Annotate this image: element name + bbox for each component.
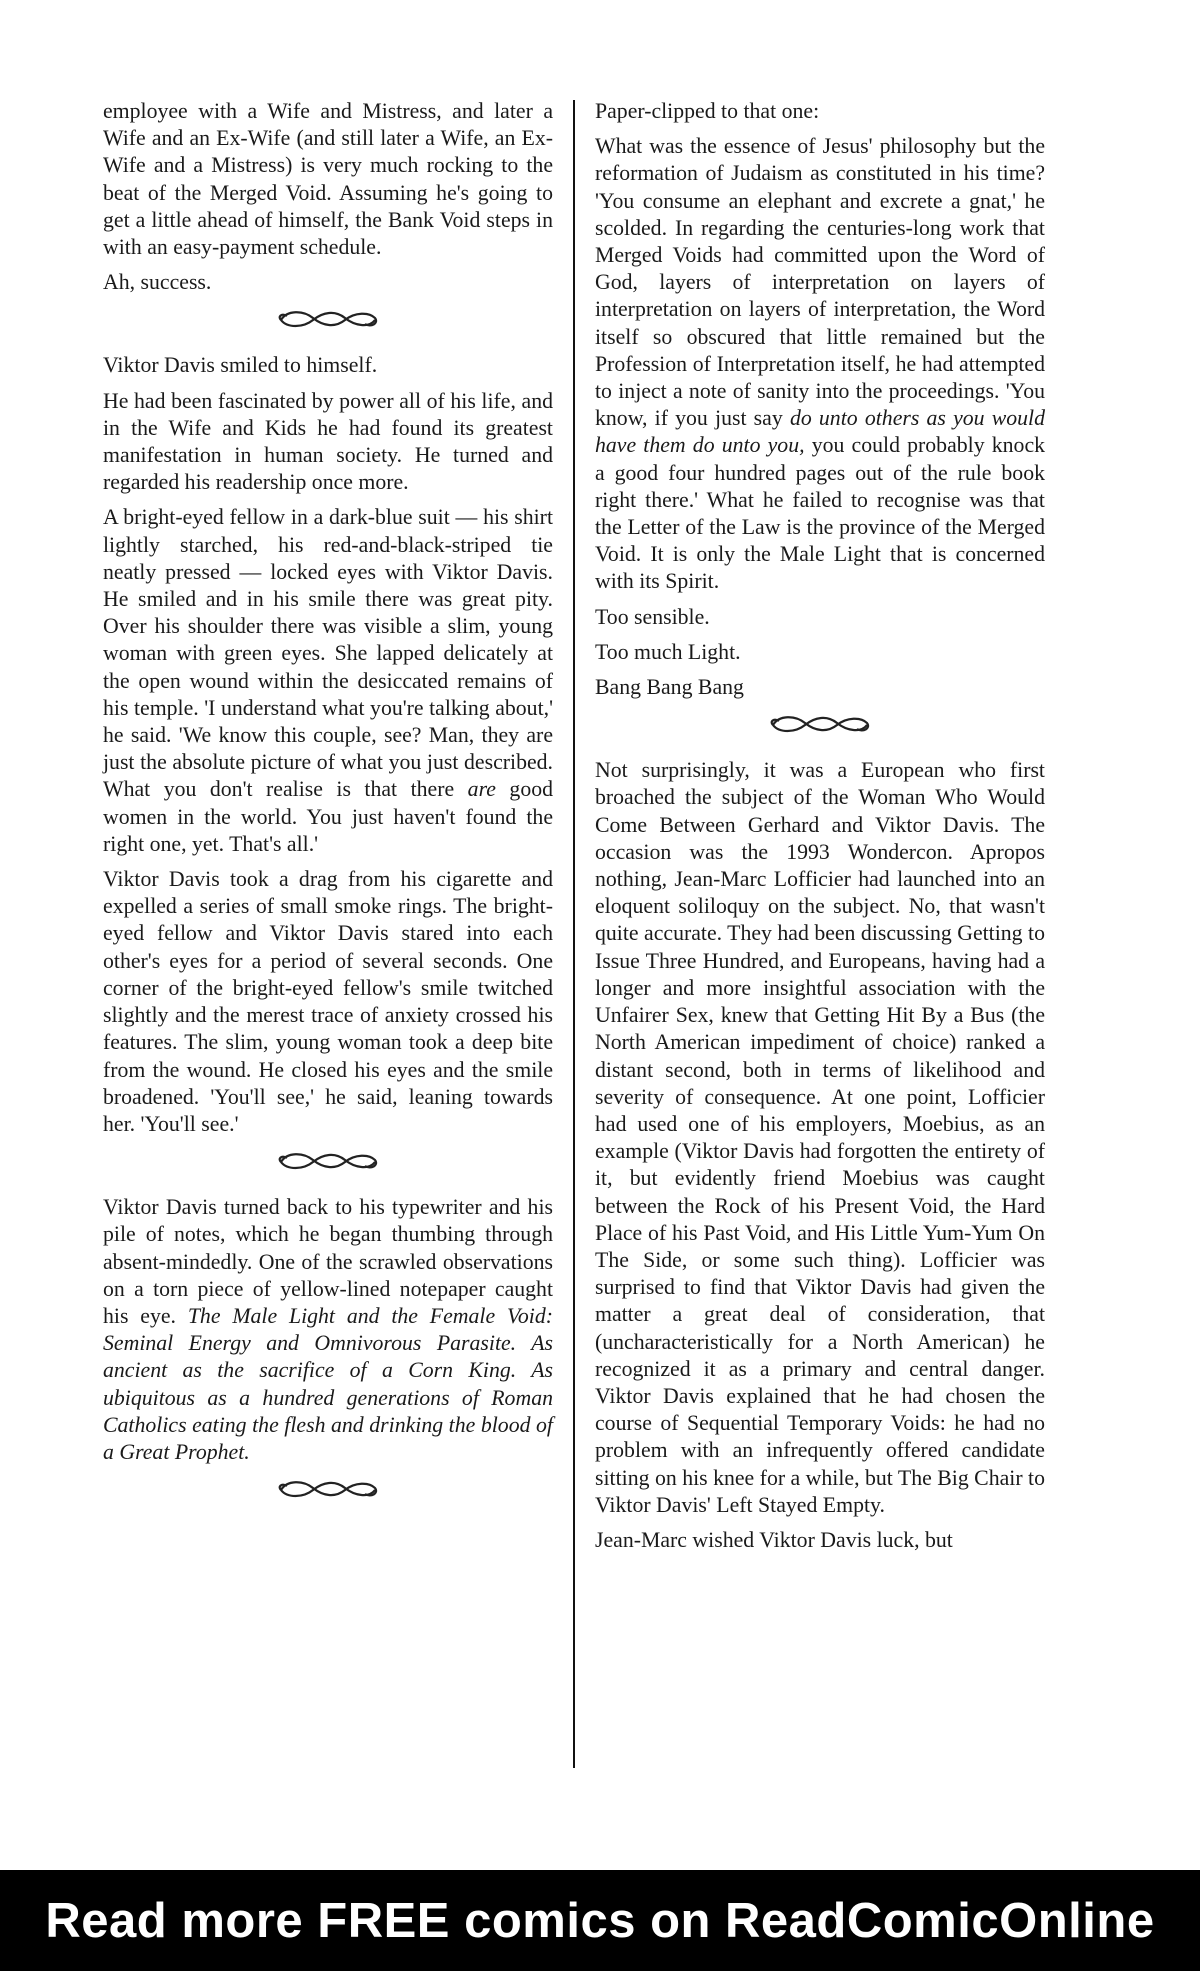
left-paragraph-5-emphasis: are [467,777,496,802]
left-paragraph-1: employee with a Wife and Mistress, and later a Wife and an Ex-Wife (and still later a Wife, an Ex-Wife and a Mistress) is very much rocking to the beat of the Merged Void. Assuming he's going to get a little ahead of himself, the Bank Void steps in with an easy-payment schedule. [103,99,553,260]
left-paragraph-4: He had been fascinated by power all of his life, and in the Wife and Kids he had found its greatest manifestation in human society. He turned and regarded his readership once more. [103,388,553,495]
right-column [595,98,1045,1562]
promo-banner[interactable] [0,1870,1200,1971]
right-paragraph-3: Too sensible. [595,604,710,629]
left-paragraph-5 [103,504,553,858]
left-paragraph-5-text-a: A bright-eyed fellow in a dark-blue suit — his shirt lightly starched, his red-and-black-striped tie neatly pressed — locked eyes with Viktor Davis. He smiled and in his smile there was great pity. Over his shoulder there was visible a slim, young woman with green eyes. She lapped delicately at the open wound within the desiccated remains of his temple. 'I understand what you're talking about,' he said. 'We know this couple, see? Man, they are just the absolute picture of what you just described. What you don't realise is that there [103,505,553,802]
right-paragraph-1: Paper-clipped to that one: [595,99,820,123]
left-paragraph-7-text: Viktor Davis turned back to his typewriter and his pile of notes, which he began thumbing through absent-mindedly. One of the scrawled observations on a torn piece of yellow-lined notepaper caught his eye. [103,1195,553,1328]
column-divider [573,100,575,1768]
right-paragraph-2-emphasis: do unto others as you would have them do unto you, [595,406,1046,458]
left-paragraph-3: Viktor Davis smiled to himself. [103,353,378,378]
scroll-ornament-icon [273,306,383,332]
left-paragraph-5-text-b: good women in the world. You just haven't found the right one, yet. That's all.' [103,777,554,856]
scroll-ornament-icon [273,1476,383,1502]
right-paragraph-2 [595,133,1045,595]
scroll-ornament-icon [765,711,875,737]
right-paragraph-2-text-a: What was the essence of Jesus' philosophy but the reformation of Judaism as constituted in his time? 'You consume an elephant and excrete a gnat,' he scolded. In regarding the centuries-long work that Merged Voids had committed upon the Word of God, layers of interpretation on layers of interpretation on layers of interpretation, the Word itself so obscured that little remained but the Profession of Interpretation itself, he had attempted to inject a note of sanity into the proceedings. 'You know, if you just say [595,134,1045,431]
scroll-ornament-icon [273,1148,383,1174]
right-paragraph-7: Jean-Marc wished Viktor Davis luck, but [595,1527,953,1552]
left-paragraph-2: Ah, success. [103,270,212,295]
promo-banner-text[interactable]: Read more FREE comics on ReadComicOnline [45,1893,1155,1948]
right-paragraph-2-text-b: you could probably knock a good four hundred pages out of the rule book right there.' What he failed to recognise was that the Letter of the Law is the province of the Merged Void. It is only the Male Light that is concerned with its Spirit. [595,433,1046,594]
left-paragraph-7-emphasis: The Male Light and the Female Void: Seminal Energy and Omnivorous Parasite. As ancient as the sacrifice of a Corn King. As ubiquitous as a hundred generations of Roman Catholics eating the flesh and drinking the blood of a Great Prophet. [103,1303,553,1464]
left-column [103,98,553,1522]
right-paragraph-5: Bang Bang Bang [595,675,744,700]
left-paragraph-7 [103,1194,553,1466]
left-paragraph-6: Viktor Davis took a drag from his cigarette and expelled a series of small smoke rings. The bright-eyed fellow and Viktor Davis stared into each other's eyes for a period of several seconds. One corner of the bright-eyed fellow's smile twitched slightly and the merest trace of anxiety crossed his features. The slim, young woman took a deep bite from the wound. He closed his eyes and the smile broadened. 'You'll see,' he said, leaning towards her. 'You'll see.' [103,867,553,1136]
right-paragraph-4: Too much Light. [595,639,741,664]
right-paragraph-6: Not surprisingly, it was a European who first broached the subject of the Woman Who Would Come Between Gerhard and Viktor Davis. The occasion was the 1993 Wondercon. Apropos nothing, Jean-Marc Lofficier had launched into an eloquent soliloquy on the subject. No, that wasn't quite accurate. They had been discussing Getting to Issue Three Hundred, and Europeans, having had a longer and more insightful association with the Unfairer Sex, knew that Getting Hit By a Bus (the North American impediment of choice) ranked a distant second, both in terms of likelihood and severity of consequence. At one point, Lofficier had used one of his employers, Moebius, as an example (Viktor Davis had forgotten the entirety of it, but evidently friend Moebius was caught between the Rock of his Present Void, the Hard Place of his Past Void, and His Little Yum-Yum On The Side, or some such thing). Lofficier was surprised to find that Viktor Davis had given the matter a great deal of consideration, that (uncharacteristically for a North American) he recognized it as a primary and central danger. Viktor Davis explained that he had chosen the course of Sequential Temporary Voids: he had no problem with an infrequently offered candidate sitting on his knee for a while, but The Big Chair to Viktor Davis' Left Stayed Empty. [595,758,1046,1517]
